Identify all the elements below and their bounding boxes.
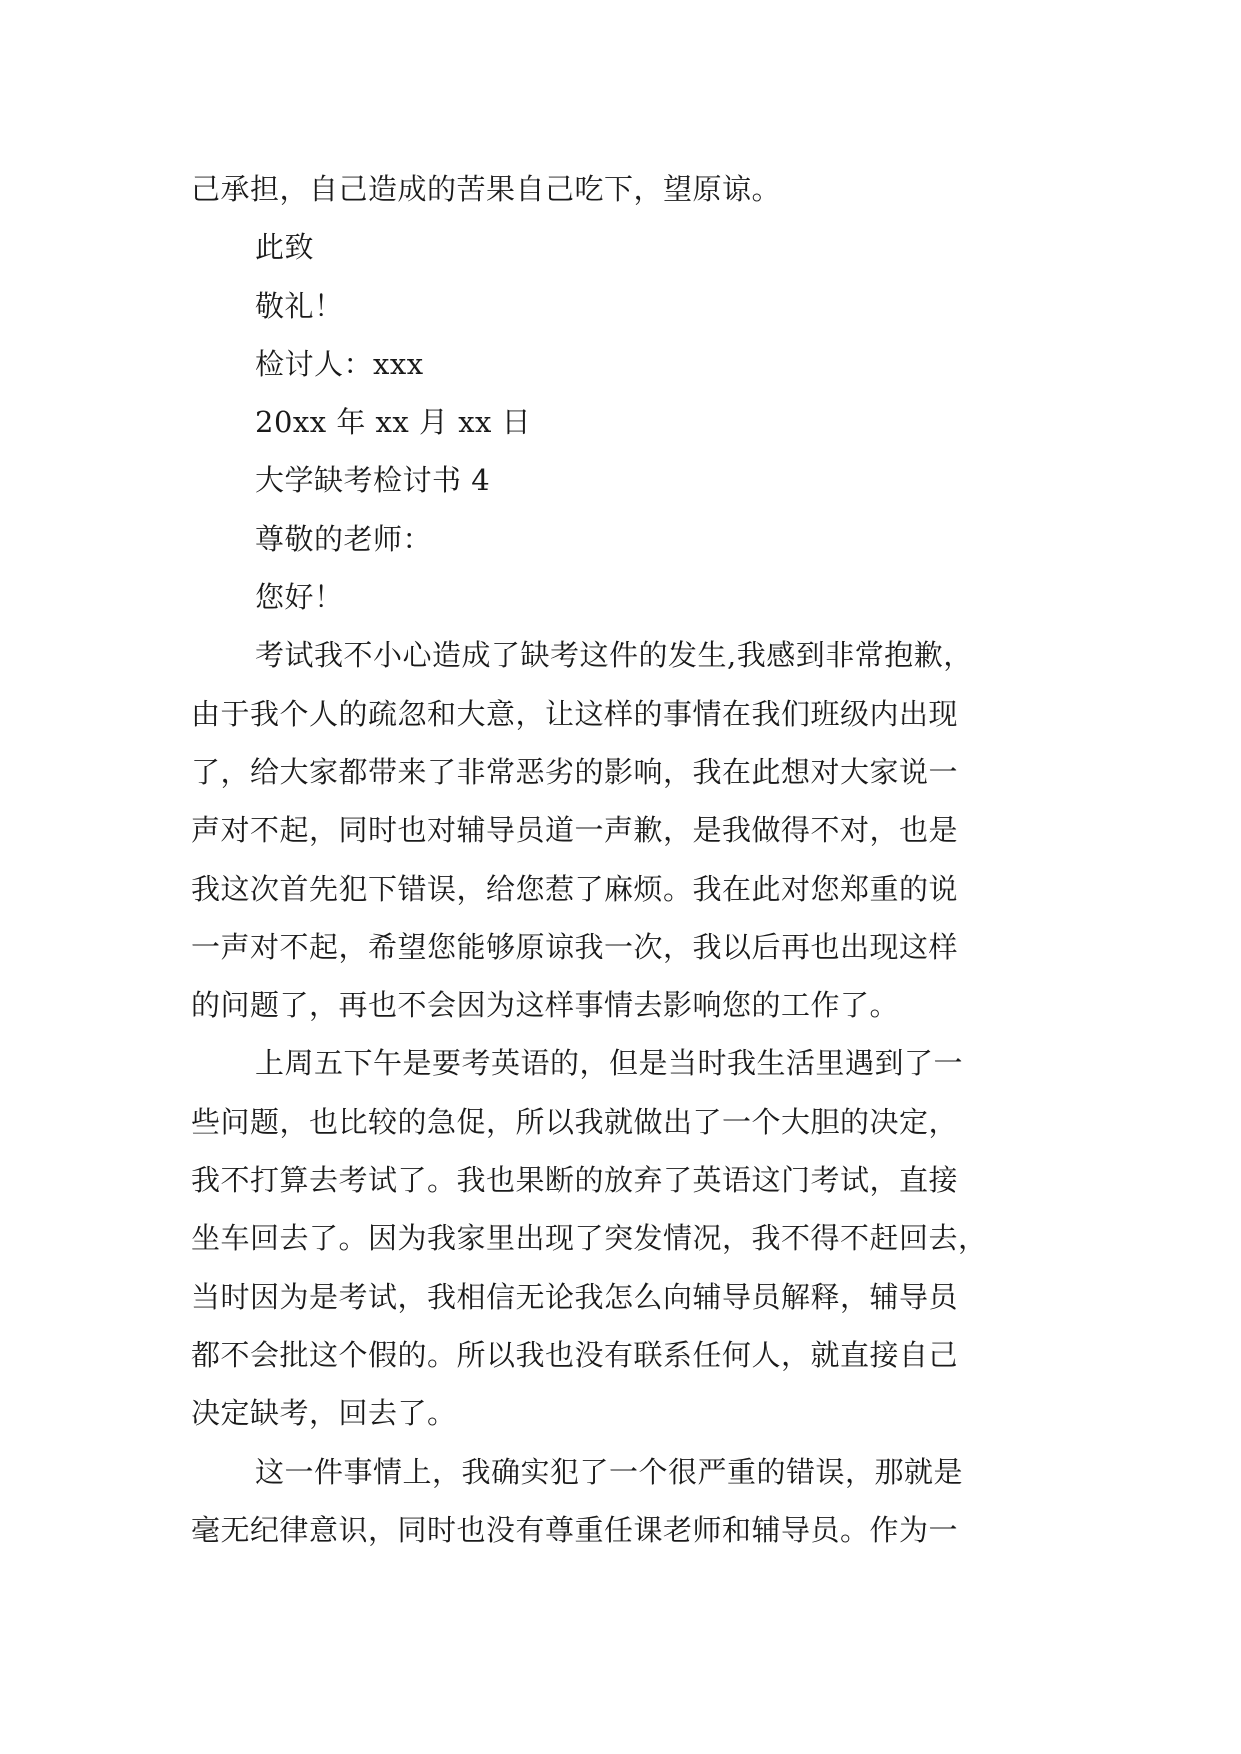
text-line: 己承担，自己造成的苦果自己吃下，望原谅。 <box>191 172 782 206</box>
text-line: 此致 <box>255 230 315 265</box>
text-line: 都不会批这个假的。所以我也没有联系任何人，就直接自己 <box>191 1337 959 1372</box>
text-line: 决定缺考，回去了。 <box>191 1396 457 1431</box>
document-body <box>191 160 1071 1559</box>
text-line: 的问题了，再也不会因为这样事情去影响您的工作了。 <box>191 988 900 1023</box>
text-line: 当时因为是考试，我相信无论我怎么向辅导员解释，辅导员 <box>191 1279 959 1314</box>
text-line: 一声对不起，希望您能够原谅我一次，我以后再也出现这样 <box>191 929 959 964</box>
text-line: 毫无纪律意识，同时也没有尊重任课老师和辅导员。作为一 <box>191 1512 959 1547</box>
text-line: 由于我个人的疏忽和大意，让这样的事情在我们班级内出现 <box>191 696 959 731</box>
greeting: 您好！ <box>255 580 344 615</box>
text-line: 这一件事情上，我确实犯了一个很严重的错误，那就是 <box>255 1454 964 1489</box>
salutation: 尊敬的老师： <box>255 521 433 556</box>
text-line: 20xx 年 xx 月 xx 日 <box>255 405 532 440</box>
text-line: 声对不起，同时也对辅导员道一声歉，是我做得不对，也是 <box>191 813 959 848</box>
text-line: 我这次首先犯下错误，给您惹了麻烦。我在此对您郑重的说 <box>191 871 959 906</box>
text-line: 了，给大家都带来了非常恶劣的影响，我在此想对大家说一 <box>191 754 959 789</box>
section-title: 大学缺考检讨书 4 <box>255 463 491 498</box>
text-line: 些问题，也比较的急促，所以我就做出了一个大胆的决定， <box>191 1104 959 1139</box>
text-line: 上周五下午是要考英语的，但是当时我生活里遇到了一 <box>255 1046 964 1081</box>
text-line: 我不打算去考试了。我也果断的放弃了英语这门考试，直接 <box>191 1163 959 1198</box>
text-line: 考试我不小心造成了缺考这件的发生,我感到非常抱歉， <box>255 638 973 673</box>
text-line: 检讨人：xxx <box>255 346 424 381</box>
text-line: 敬礼！ <box>255 288 344 323</box>
text-line: 坐车回去了。因为我家里出现了突发情况，我不得不赶回去， <box>191 1221 988 1256</box>
